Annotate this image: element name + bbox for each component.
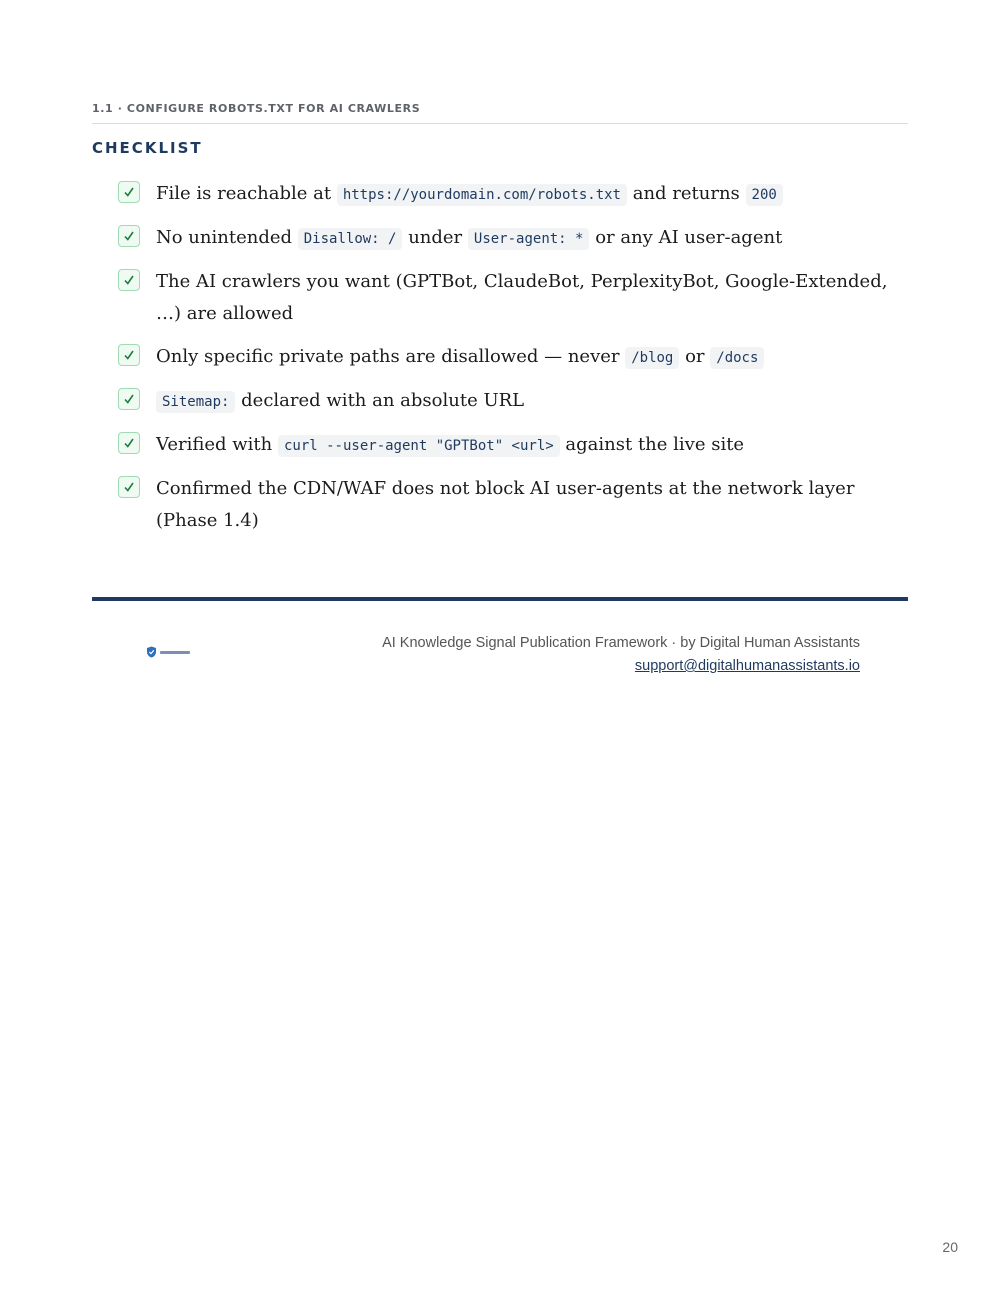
text-run: and returns bbox=[626, 183, 746, 204]
checklist-item-text bbox=[156, 222, 908, 255]
inline-code: User-agent: * bbox=[468, 228, 590, 250]
checkbox-checked[interactable] bbox=[118, 388, 140, 410]
section-label: 1.1 · CONFIGURE ROBOTS.TXT FOR AI CRAWLERS bbox=[92, 102, 908, 124]
checklist bbox=[118, 178, 908, 548]
checklist-heading: CHECKLIST bbox=[92, 139, 203, 157]
inline-code: /blog bbox=[625, 347, 679, 369]
check-icon bbox=[123, 437, 135, 449]
checklist-item-text bbox=[156, 429, 908, 462]
footer-divider bbox=[92, 597, 908, 601]
checkbox-checked[interactable] bbox=[118, 344, 140, 366]
inline-code: Sitemap: bbox=[156, 391, 235, 413]
checklist-item-text bbox=[156, 385, 908, 418]
checkbox-checked[interactable] bbox=[118, 432, 140, 454]
footer-text bbox=[382, 632, 860, 678]
checklist-item bbox=[118, 429, 908, 462]
checklist-item bbox=[118, 473, 908, 537]
checklist-item-text bbox=[156, 473, 908, 537]
checklist-item bbox=[118, 222, 908, 255]
checklist-item bbox=[118, 266, 908, 330]
text-run: Only specific private paths are disallowed — never bbox=[156, 346, 626, 367]
inline-code: curl --user-agent "GPTBot" <url> bbox=[278, 435, 560, 457]
checklist-item bbox=[118, 178, 908, 211]
checklist-item bbox=[118, 385, 908, 418]
footer-logo bbox=[146, 644, 194, 660]
checkbox-checked[interactable] bbox=[118, 181, 140, 203]
logo-wordmark bbox=[160, 651, 190, 654]
text-run: The AI crawlers you want (GPTBot, ClaudeBot, PerplexityBot, Google-Extended, …) are allowed bbox=[156, 271, 888, 324]
text-run: Confirmed the CDN/WAF does not block AI user-agents at the network layer (Phase 1.4) bbox=[156, 478, 855, 531]
check-icon bbox=[123, 393, 135, 405]
footer-publication: AI Knowledge Signal Publication Framework · by Digital Human Assistants bbox=[382, 635, 860, 651]
text-run: File is reachable at bbox=[156, 183, 337, 204]
text-run: No unintended bbox=[156, 227, 298, 248]
checklist-item-text bbox=[156, 266, 908, 330]
check-icon bbox=[123, 481, 135, 493]
check-icon bbox=[123, 230, 135, 242]
text-run: against the live site bbox=[559, 434, 745, 455]
checkbox-checked[interactable] bbox=[118, 269, 140, 291]
text-run: under bbox=[402, 227, 468, 248]
page-number: 20 bbox=[942, 1239, 958, 1255]
checklist-item bbox=[118, 341, 908, 374]
inline-code: /docs bbox=[710, 347, 764, 369]
checkbox-checked[interactable] bbox=[118, 225, 140, 247]
checkbox-checked[interactable] bbox=[118, 476, 140, 498]
check-icon bbox=[123, 274, 135, 286]
text-run: Verified with bbox=[156, 434, 278, 455]
check-icon bbox=[123, 349, 135, 361]
inline-code: https://yourdomain.com/robots.txt bbox=[337, 184, 627, 206]
checklist-item-text bbox=[156, 341, 908, 374]
inline-code: 200 bbox=[746, 184, 783, 206]
footer-email-link[interactable]: support@digitalhumanassistants.io bbox=[634, 658, 860, 674]
text-run: or bbox=[679, 346, 711, 367]
text-run: or any AI user-agent bbox=[589, 227, 783, 248]
check-icon bbox=[123, 186, 135, 198]
shield-icon bbox=[146, 646, 157, 658]
checklist-item-text bbox=[156, 178, 908, 211]
inline-code: Disallow: / bbox=[298, 228, 403, 250]
text-run: declared with an absolute URL bbox=[235, 390, 525, 411]
